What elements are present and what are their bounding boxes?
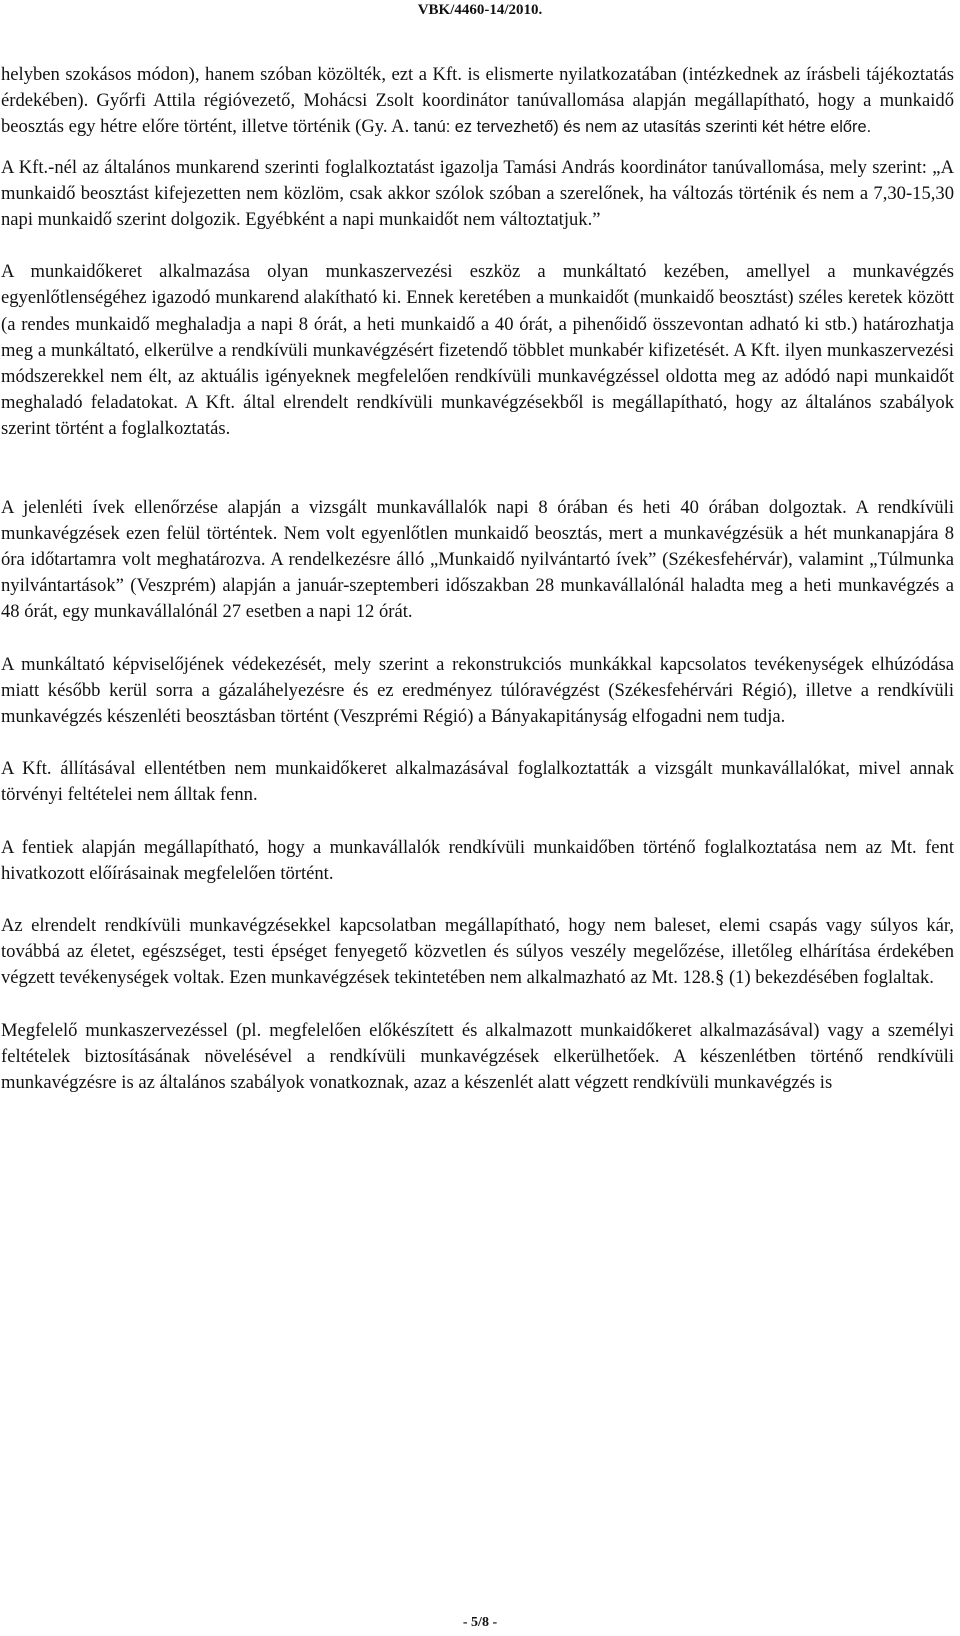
paragraph-extraordinary-work: Az elrendelt rendkívüli munkavégzésekkel kapcsolatban megállapítható, hogy nem baleset, elemi csapás vagy súlyos kár, továbbá az életet, egészséget, testi épséget fenyegető közvetlen és súlyos veszély megelőzése, illetőleg elhárítása érdekében végzett tevékenységek voltak. Ezen munkavégzések tekintetében nem alkalmazható az Mt. 128.§ (1) bekezdésében foglaltak. bbox=[1, 915, 954, 989]
paragraph-continuation-sans: tanú: ez tervezhető) és nem az utasítás szerinti két hétre előre. bbox=[409, 118, 872, 137]
paragraph-attendance-sheets: A jelenléti ívek ellenőrzése alapján a vizsgált munkavállalók napi 8 órában és heti 40 órában dolgoztak. A rendkívüli munkavégzések ezen felül történtek. Nem volt egyenlőtlen munkaidő beosztás, mert a munkavégzésük a hét munkanapjára 8 óra időtartamra volt meghatározva. A rendelkezésre álló „Munkaidő nyilvántartó ívek” (Székesfehérvár), valamint „Túlmunka nyilvántartások” (Veszprém) alapján a január-szeptemberi időszakban 28 munkavállalónál haladta meg a heti munkavégzés a 48 órát, egy munkavállalónál 27 esetben a napi 12 órát. bbox=[1, 496, 954, 623]
paragraph-continuation bbox=[1, 62, 954, 141]
document-body bbox=[1, 62, 954, 1096]
paragraph-continuation-serif: helyben szokásos módon), hanem szóban közölték, ezt a Kft. is elismerte nyilatkozatában (intézkednek az írásbeli tájékoztatás érdekében). Győrfi Attila régióvezető, Mohácsi Zsolt koordinátor tanúvallomása alapján megállapítható, hogy a munkaidő beosztás egy hétre előre történt, illetve történik (Gy. A. bbox=[1, 64, 954, 138]
paragraph-kft-claim: A Kft. állításával ellentétben nem munkaidőkeret alkalmazásával foglalkoztatták a vizsgált munkavállalókat, mivel annak törvényi feltételei nem álltak fenn. bbox=[1, 758, 954, 806]
page-number: - 5/8 - bbox=[462, 1615, 498, 1630]
paragraph-employer-defense: A munkáltató képviselőjének védekezését, mely szerint a rekonstrukciós munkákkal kapcsolatos tevékenységek elhúzódása miatt később kerül sorra a gázaláhelyezésre és ez eredményez túlóravégzést (Székesfehérvári Régió), illetve a rendkívüli munkavégzés készenléti beosztásban történt (Veszprémi Régió) a Bányakapitányság elfogadni nem tudja. bbox=[1, 653, 954, 728]
paragraph-conclusion: A fentiek alapján megállapítható, hogy a munkavállalók rendkívüli munkaidőben történő foglalkoztatása nem az Mt. fent hivatkozott előírásainak megfelelően történt. bbox=[1, 836, 954, 884]
paragraph-working-time-frame: A munkaidőkeret alkalmazása olyan munkaszervezési eszköz a munkáltató kezében, amellyel a munkavégzés egyenlőtlenségéhez igazodó munkarend alakítható ki. Ennek keretében a munkaidőt (munkaidő beosztást) széles keretek között (a rendes munkaidő meghaladja a napi 8 órát, a heti munkaidő a 40 órát, a pihenőidő összevontan adható ki stb.) határozhatja meg a munkáltató, elkerülve a rendkívüli munkavégzésért fizetendő többlet munkabér kifizetését. A Kft. ilyen munkaszervezési módszerekkel nem élt, az aktuális igényeknek megfelelően rendkívüli munkavégzéssel oldotta meg az adódó napi munkaidőt meghaladó feladatokat. A Kft. által elrendelt rendkívüli munkavégzésekből is megállapítható, hogy az általános szabályok szerint történt a foglalkoztatás. bbox=[1, 261, 954, 440]
paragraph-work-organization: Megfelelő munkaszervezéssel (pl. megfelelően előkészített és alkalmazott munkaidőkeret alkalmazásával) vagy a személyi feltételek biztosításának növelésével a rendkívüli munkavégzések elkerülhetőek. A készenlétben történő rendkívüli munkavégzésre is az általános szabályok vonatkoznak, azaz a készenlét alatt végzett rendkívüli munkavégzés is bbox=[1, 1019, 954, 1094]
paragraph-general-work-schedule: A Kft.-nél az általános munkarend szerinti foglalkoztatást igazolja Tamási András koordinátor tanúvallomása, mely szerint: „A munkaidő beosztást kifejezetten nem közlöm, csak akkor szólok szóban a szerelőnek, ha változás történik és nem a 7,30-15,30 napi munkaidő szerint dolgozik. Egyébként a napi munkaidőt nem változtatjuk.” bbox=[1, 156, 954, 231]
document-reference-number: VBK/4460-14/2010. bbox=[417, 2, 543, 18]
